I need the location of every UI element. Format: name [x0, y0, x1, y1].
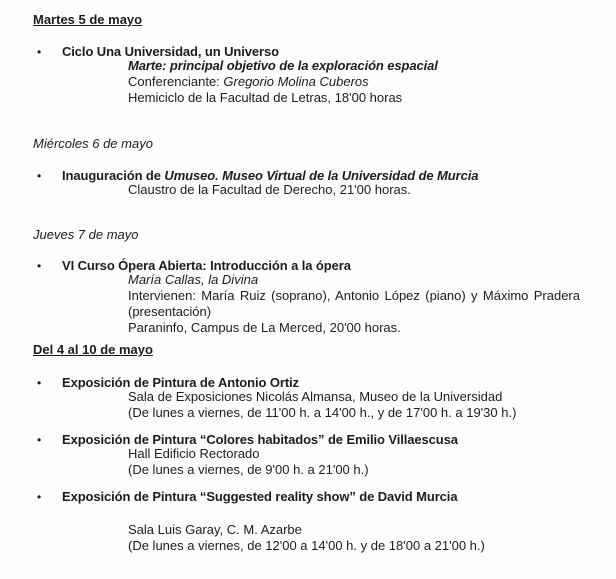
event-hours: (De lunes a viernes, de 11'00 h. a 14'00 h., y de 17'00 h. a 19'30 h.): [128, 405, 517, 420]
event-venue: Claustro de la Facultad de Derecho, 21'00 horas.: [128, 182, 411, 197]
event-exposicion-colores-habitados: [33, 432, 582, 478]
bullet-icon: •: [37, 490, 42, 504]
section-heading-del-4-al-10-mayo: Del 4 al 10 de mayo: [33, 342, 153, 357]
bullet-icon: •: [37, 376, 42, 390]
speaker-name: Gregorio Molina Cuberos: [223, 74, 369, 89]
event-details: [128, 58, 582, 106]
event-details: [128, 389, 582, 421]
event-exposicion-antonio-ortiz: [33, 375, 582, 421]
speaker-label: Conferenciante:: [128, 74, 224, 89]
event-details: [128, 522, 582, 554]
event-title: VI Curso Ópera Abierta: Introducción a la ópera: [62, 258, 351, 273]
event-speaker-line: [128, 74, 582, 90]
event-details: [128, 272, 582, 336]
event-work-title: María Callas, la Divina: [128, 272, 259, 287]
event-inauguracion-umuseo: [33, 168, 582, 198]
section-heading-miercoles-6-mayo: Miércoles 6 de mayo: [33, 136, 153, 151]
event-details: [128, 182, 582, 198]
event-venue: Hall Edificio Rectorado: [128, 446, 260, 461]
section-heading-jueves-7-mayo: Jueves 7 de mayo: [33, 227, 139, 242]
event-title: Exposición de Pintura “Suggested reality show” de David Murcia: [62, 489, 458, 504]
event-title: Ciclo Una Universidad, un Universo: [62, 44, 279, 59]
event-exposicion-suggested-reality-show: [33, 489, 582, 554]
event-ciclo-universidad-universo: [33, 44, 582, 106]
event-performers-continuation: (presentación): [128, 304, 212, 319]
event-venue: Hemiciclo de la Facultad de Letras, 18'00 horas: [128, 90, 403, 105]
bullet-icon: •: [37, 433, 42, 447]
event-title-work: Umuseo. Museo Virtual de la Universidad de Murcia: [164, 168, 479, 183]
event-curso-opera-abierta: [33, 258, 582, 336]
bullet-icon: •: [37, 259, 42, 273]
event-details: [128, 446, 582, 478]
event-hours: (De lunes a viernes, de 9'00 h. a 21'00 h.): [128, 462, 369, 477]
event-title-prefix: Inauguración de: [62, 168, 165, 183]
event-hours: (De lunes a viernes, de 12'00 a 14'00 h. y de 18'00 a 21'00 h.): [128, 538, 485, 553]
bullet-icon: •: [37, 169, 42, 183]
event-title: Exposición de Pintura “Colores habitados” de Emilio Villaescusa: [62, 432, 458, 447]
event-title-row: [33, 489, 582, 505]
event-venue: Sala de Exposiciones Nicolás Almansa, Museo de la Universidad: [128, 389, 503, 404]
bullet-icon: •: [37, 45, 42, 59]
event-title: Exposición de Pintura de Antonio Ortiz: [62, 375, 299, 390]
event-performers: Intervienen: María Ruiz (soprano), Antonio López (piano) y Máximo Pradera: [128, 288, 580, 303]
event-subtitle: Marte: principal objetivo de la exploración espacial: [128, 58, 438, 73]
section-heading-martes-5-mayo: Martes 5 de mayo: [33, 12, 143, 27]
event-venue: Paraninfo, Campus de La Merced, 20'00 horas.: [128, 320, 401, 335]
event-venue: Sala Luis Garay, C. M. Azarbe: [128, 522, 302, 537]
